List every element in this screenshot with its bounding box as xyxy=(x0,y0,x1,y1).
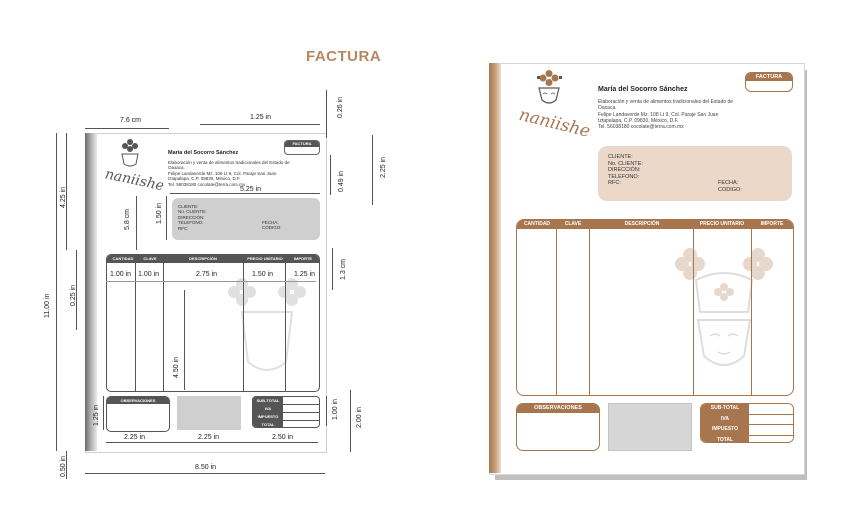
tech-owner-name: María del Socorro Sánchez xyxy=(168,150,239,156)
dim-client-height: 1.50 in xyxy=(156,202,163,224)
col-importe: IMPORTE xyxy=(760,221,784,227)
totals-row-subtotal: SUB-TOTAL xyxy=(701,404,793,415)
gray-footer-box xyxy=(608,403,692,451)
tech-watermark-logo xyxy=(222,272,312,382)
label-cliente: CLIENTE: xyxy=(608,154,633,160)
dim-top-margin: 0.26 in xyxy=(337,96,344,118)
client-info-box xyxy=(598,146,792,201)
dim-col-descripcion: 2.75 in xyxy=(196,271,218,278)
label-rfc: RFC: xyxy=(608,180,621,186)
dim-logo-gap: 1.25 in xyxy=(250,114,272,121)
dim-footer-w1: 2.25 in xyxy=(124,434,146,441)
observaciones-box: OBSERVACIONES xyxy=(516,403,600,451)
dim-bottom-margin: 0.50 in xyxy=(60,455,67,477)
factura-label-box: FACTURA xyxy=(745,72,793,92)
label-telefono: TELEFONO: xyxy=(608,173,640,180)
dim-col-precio: 1.50 in xyxy=(252,271,274,278)
dim-footer-w2: 2.25 in xyxy=(198,434,220,441)
invoice-logo xyxy=(515,70,593,136)
dim-width-top: 7.6 cm xyxy=(120,117,142,124)
dim-table-height: 4.50 in xyxy=(173,356,180,378)
label-direccion: DIRECCIÓN: xyxy=(608,167,641,173)
label-codigo: CODIGO: xyxy=(718,186,742,193)
dim-header-gap: 0.49 in xyxy=(338,170,345,192)
invoice-owner-name: María del Socorro Sánchez xyxy=(598,86,688,93)
invoice-spine xyxy=(489,63,501,473)
watermark-logo xyxy=(668,240,780,380)
dim-header-right: 2.25 in xyxy=(380,156,387,178)
col-precio-unitario: PRECIO UNITARIO xyxy=(699,221,745,227)
dim-footer-w3: 2.50 in xyxy=(272,434,294,441)
dim-table-gap: 1.3 cm xyxy=(340,258,347,280)
totals-row-total: TOTAL xyxy=(701,436,793,444)
svg-text:naniishe: naniishe xyxy=(516,104,593,136)
invoice-address: Elaboración y venta de alimentos tradicionales del Estado de Oaxaca. Felipe Landaverde Mz. 108 Lt 9, Col. Paraje San Juan Iztapalapa, C.P. 09830, México, D.F. Tel. 56038180 cocolate@terra.com.mx xyxy=(598,99,734,131)
totals-row-impuesto: IMPUESTO xyxy=(701,425,793,436)
tech-factura-box: FACTURA xyxy=(284,140,320,155)
tech-observaciones-box: OBSERVACIONES xyxy=(106,396,170,432)
dim-col-cantidad: 1.00 in xyxy=(110,271,132,278)
dim-col-importe: 1.25 in xyxy=(294,271,316,278)
tech-gray-footer-box xyxy=(177,396,241,430)
totals-row-iva: IVA xyxy=(701,415,793,426)
page-heading: FACTURA xyxy=(306,48,382,65)
dim-footer-right-total: 2.00 in xyxy=(356,406,363,428)
dim-header-width: 5.25 in xyxy=(240,186,262,193)
tech-client-box: CLIENTE: No. CLIENTE: DIRECCIÓN: TELEFONO: RFC: FECHA: CODIGO: xyxy=(172,198,320,240)
dim-left-total: 11.00 in xyxy=(44,293,51,318)
col-cantidad: CANTIDAD xyxy=(523,221,551,227)
dim-col-clave: 1.00 in xyxy=(138,271,160,278)
tech-logo xyxy=(103,138,163,190)
dim-left-upper: 4.25 in xyxy=(60,186,67,208)
col-clave: CLAVE xyxy=(564,221,582,227)
svg-text:naniishe: naniishe xyxy=(103,166,163,190)
dim-footer-right-height: 1.00 in xyxy=(332,398,339,420)
totals-box xyxy=(700,403,794,443)
tech-totals-box: SUB-TOTAL IVA IMPUESTO TOTAL xyxy=(252,396,320,428)
items-table-header xyxy=(517,220,793,229)
label-fecha: FECHA: xyxy=(718,180,739,186)
col-descripcion: DESCRIPCIÓN xyxy=(624,221,660,227)
dim-client-left: 5.8 cm xyxy=(124,208,131,230)
label-no-cliente: No. CLIENTE: xyxy=(608,160,643,167)
tech-address: Elaboración y venta de alimentos tradicionales del Estado de Oaxaca. Felipe Landaverde Mz. 108 Lt 9, Col. Paraje San Juan Iztapalapa, C.P. 09830, México, D.F. Tel. 56038180 cocolate@terra.com.mx xyxy=(168,160,290,187)
tech-items-table: CANTIDAD CLAVE DESCRIPCIÓN PRECIO UNITARIO IMPORTE xyxy=(106,254,320,392)
dim-left-mid: 0.25 in xyxy=(70,284,77,306)
dim-page-width: 8.50 in xyxy=(195,464,217,471)
tech-spine xyxy=(85,133,97,451)
dim-footer-height: 1.25 in xyxy=(93,404,100,426)
